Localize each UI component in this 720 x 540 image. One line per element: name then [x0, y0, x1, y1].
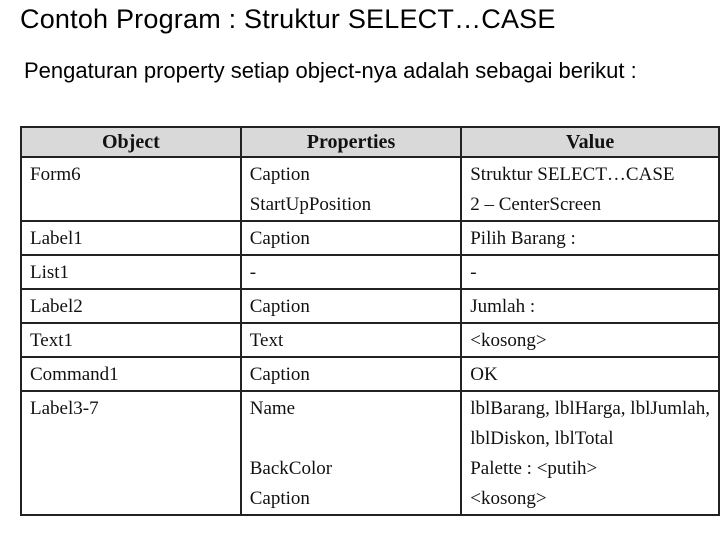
property-value: lblDiskon, lblTotal [470, 428, 614, 449]
object-name: Label3-7 [30, 398, 99, 419]
property-name: Caption [249, 296, 310, 317]
object-name: Command1 [30, 364, 119, 385]
cell-value [461, 323, 719, 357]
property-name: BackColor [249, 458, 333, 479]
object-name: List1 [30, 262, 70, 283]
property-value: Palette : <putih> [470, 458, 598, 479]
property-value: 2 – CenterScreen [470, 194, 602, 215]
property-name: Caption [249, 488, 310, 509]
cell-properties [241, 357, 462, 391]
cell-value [461, 255, 719, 289]
cell-properties [241, 255, 462, 289]
object-name: Text1 [30, 330, 73, 351]
property-value: Pilih Barang : [470, 228, 576, 249]
header-object: Object [21, 127, 241, 157]
table-row [21, 323, 719, 357]
property-value: <kosong> [470, 488, 547, 509]
cell-object [21, 221, 241, 255]
property-value: Jumlah : [470, 296, 536, 317]
property-value: - [470, 262, 477, 283]
cell-properties [241, 157, 462, 221]
cell-object [21, 357, 241, 391]
property-name: - [249, 262, 257, 283]
page-title: Contoh Program : Struktur SELECT…CASE [20, 4, 556, 34]
property-name: Name [249, 398, 296, 419]
table-row [21, 289, 719, 323]
cell-object [21, 255, 241, 289]
property-name: StartUpPosition [249, 194, 372, 215]
table-row [21, 221, 719, 255]
table-row [21, 357, 719, 391]
property-value: Struktur SELECT…CASE [470, 164, 675, 185]
object-name: Label2 [30, 296, 83, 317]
property-value: <kosong> [470, 330, 547, 351]
property-name: Caption [249, 364, 310, 385]
cell-value [461, 289, 719, 323]
cell-properties [241, 221, 462, 255]
properties-table [20, 126, 720, 516]
header-value: Value [461, 127, 719, 157]
cell-properties [241, 289, 462, 323]
object-name: Form6 [30, 164, 81, 185]
property-value: lblBarang, lblHarga, lblJumlah, [470, 398, 710, 419]
cell-object [21, 289, 241, 323]
table-row [21, 255, 719, 289]
cell-object [21, 391, 241, 515]
cell-value [461, 157, 719, 221]
intro-text: Pengaturan property setiap object-nya adalah sebagai berikut : [24, 58, 637, 83]
cell-value [461, 221, 719, 255]
property-name: Text [249, 330, 284, 351]
table-row [21, 391, 719, 515]
cell-value [461, 391, 719, 515]
property-name: Caption [249, 228, 310, 249]
cell-properties [241, 391, 462, 515]
cell-object [21, 157, 241, 221]
cell-properties [241, 323, 462, 357]
table-row [21, 157, 719, 221]
property-value: OK [470, 364, 498, 385]
cell-object [21, 323, 241, 357]
table-header-row [21, 127, 719, 157]
cell-value [461, 357, 719, 391]
header-properties: Properties [241, 127, 462, 157]
property-name: Caption [249, 164, 310, 185]
property-spacer [250, 424, 453, 454]
object-name: Label1 [30, 228, 83, 249]
